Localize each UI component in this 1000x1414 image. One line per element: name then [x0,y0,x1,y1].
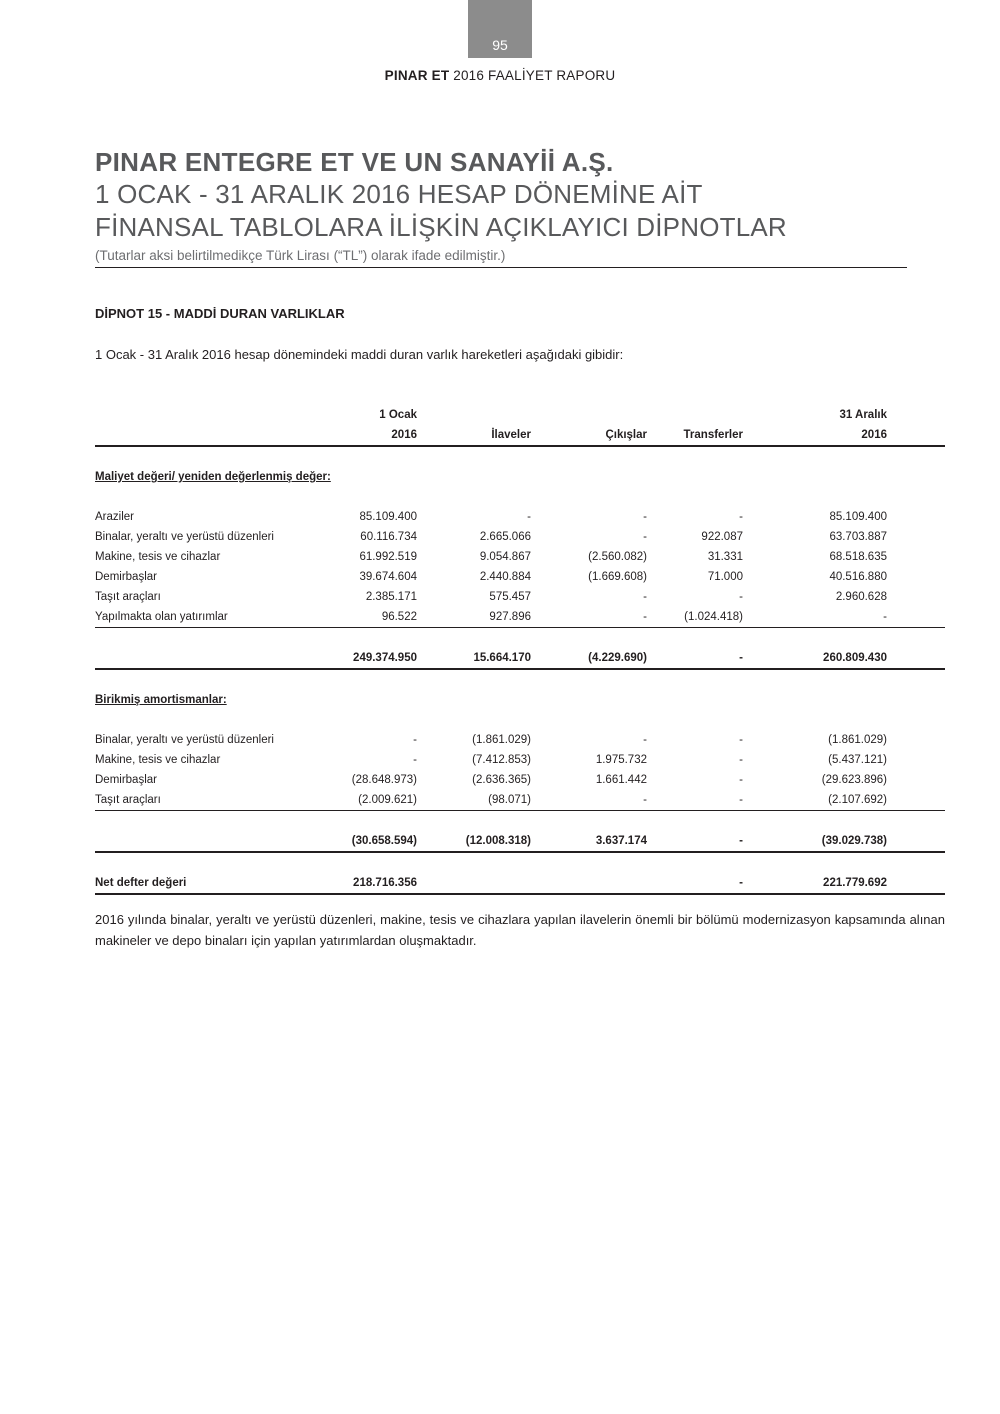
depreciation-section-title-row [95,690,945,710]
table-row [95,790,945,811]
value-cell: - [413,734,417,746]
value-cell: 61.992.519 [359,551,417,563]
total-cell: (30.658.594) [319,831,417,852]
value-cell: (29.623.896) [821,774,887,786]
value-cell: (1.861.029) [828,734,887,746]
total-cell: (4.229.690) [531,648,647,669]
header-cell: 1 Ocak [379,409,417,421]
table-row [95,750,945,770]
net-cell: - [647,873,743,894]
value-cell: - [643,734,647,746]
value-cell: 85.109.400 [359,511,417,523]
value-cell: (1.861.029) [472,734,531,746]
title-line-1: 1 OCAK - 31 ARALIK 2016 HESAP DÖNEMİNE AİT [95,179,703,209]
row-label: Araziler [95,511,134,523]
value-cell: (5.437.121) [828,754,887,766]
value-cell: 1.975.732 [595,754,647,766]
running-header-rest: 2016 FAALİYET RAPORU [449,68,616,83]
row-label: Makine, tesis ve cihazlar [95,551,221,563]
value-cell: (1.024.418) [647,607,743,628]
value-cell: 96.522 [319,607,417,628]
page-number: 95 [492,37,508,53]
value-cell: 40.516.880 [829,571,887,583]
header-cell [531,405,647,425]
net-book-value-row [95,873,945,894]
value-cell: - [643,511,647,523]
running-header [0,68,1000,83]
section-title: DİPNOT 15 - MADDİ DURAN VARLIKLAR [95,306,345,321]
value-cell: 2.440.884 [479,571,531,583]
table-row [95,527,945,547]
total-cell: 15.664.170 [417,648,531,669]
value-cell: 85.109.400 [829,511,887,523]
depreciation-section-title: Birikmiş amortismanlar: [95,694,227,706]
value-cell: 2.665.066 [479,531,531,543]
total-cell: (12.008.318) [417,831,531,852]
total-cell: 3.637.174 [531,831,647,852]
value-cell: - [413,754,417,766]
value-cell: 63.703.887 [829,531,887,543]
total-cell: - [647,648,743,669]
header-cell: 2016 [319,425,417,446]
row-label: Binalar, yeraltı ve yerüstü düzenleri [95,531,274,543]
row-label: Yapılmakta olan yatırımlar [95,607,319,628]
header-cell: 31 Aralık [839,409,887,421]
value-cell: (2.560.082) [588,551,647,563]
value-cell: 922.087 [701,531,743,543]
table-row [95,567,945,587]
table-header-row-2 [95,425,945,446]
title-line-2: FİNANSAL TABLOLARA İLİŞKİN AÇIKLAYICI DİPNOTLAR [95,212,787,242]
value-cell: - [531,790,647,811]
value-cell: 2.960.628 [835,591,887,603]
table-row [95,607,945,628]
value-cell: - [739,734,743,746]
table-header-row-1 [95,405,945,425]
cost-section-title: Maliyet değeri/ yeniden değerlenmiş değer: [95,471,331,483]
row-label: Demirbaşlar [95,571,157,583]
value-cell: 9.054.867 [479,551,531,563]
value-cell: - [739,754,743,766]
value-cell: 1.661.442 [595,774,647,786]
table-row [95,770,945,790]
row-label: Taşıt araçları [95,790,319,811]
net-cell: 221.779.692 [743,873,887,894]
header-cell [647,405,743,425]
depreciation-rows [95,730,945,811]
page-number-tab [468,0,532,58]
value-cell: (98.071) [417,790,531,811]
document-title-block [95,146,907,268]
value-cell: - [643,531,647,543]
cost-section-title-row [95,467,945,487]
cost-rows [95,507,945,628]
value-cell: (28.648.973) [351,774,417,786]
company-name: PINAR ENTEGRE ET VE UN SANAYİİ A.Ş. [95,147,614,177]
value-cell: 2.385.171 [365,591,417,603]
header-cell: Çıkışlar [531,425,647,446]
value-cell: (2.636.365) [472,774,531,786]
cost-total-row [95,648,945,669]
table-row [95,547,945,567]
value-cell: 68.518.635 [829,551,887,563]
value-cell: - [531,607,647,628]
running-header-bold: PINAR ET [384,68,450,83]
value-cell: - [743,607,887,628]
net-cell [531,873,647,894]
net-book-value-label: Net defter değeri [95,873,319,894]
currency-note: (Tutarlar aksi belirtilmedikçe Türk Lirası (“TL”) olarak ifade edilmiştir.) [95,246,907,268]
row-label: Makine, tesis ve cihazlar [95,754,221,766]
value-cell: (7.412.853) [472,754,531,766]
table-row [95,587,945,607]
value-cell: - [647,790,743,811]
net-cell: 218.716.356 [319,873,417,894]
value-cell: (2.107.692) [743,790,887,811]
value-cell: 31.331 [707,551,743,563]
value-cell: - [527,511,531,523]
depreciation-total-row [95,831,945,852]
explanatory-paragraph: 2016 yılında binalar, yeraltı ve yerüstü düzenleri, makine, tesis ve cihazlara yapılan ilavelerin önemli bir bölümü modernizasyon kapsamında alınan makineler ve depo binaları için yapılan yatırımlardan oluşmaktadır. [95,912,945,948]
value-cell: - [643,591,647,603]
header-cell [417,405,531,425]
row-label: Demirbaşlar [95,774,157,786]
total-cell: (39.029.738) [743,831,887,852]
value-cell: 60.116.734 [360,531,417,543]
net-cell [417,873,531,894]
total-cell: 249.374.950 [319,648,417,669]
value-cell: (1.669.608) [588,571,647,583]
value-cell: 575.457 [489,591,531,603]
value-cell: - [739,511,743,523]
value-cell: - [739,591,743,603]
value-cell: (2.009.621) [319,790,417,811]
value-cell: 927.896 [417,607,531,628]
row-label: Taşıt araçları [95,591,161,603]
total-cell: 260.809.430 [743,648,887,669]
section-intro: 1 Ocak - 31 Aralık 2016 hesap dönemindeki maddi duran varlık hareketleri aşağıdaki gibidir: [95,347,624,362]
value-cell: 71.000 [707,571,743,583]
header-cell: Transferler [647,425,743,446]
header-cell: İlaveler [417,425,531,446]
table-row [95,507,945,527]
row-label: Binalar, yeraltı ve yerüstü düzenleri [95,734,274,746]
value-cell: 39.674.604 [359,571,417,583]
fixed-assets-table [95,405,945,895]
value-cell: - [739,774,743,786]
table-row [95,730,945,750]
header-cell: 2016 [743,425,887,446]
total-cell: - [647,831,743,852]
